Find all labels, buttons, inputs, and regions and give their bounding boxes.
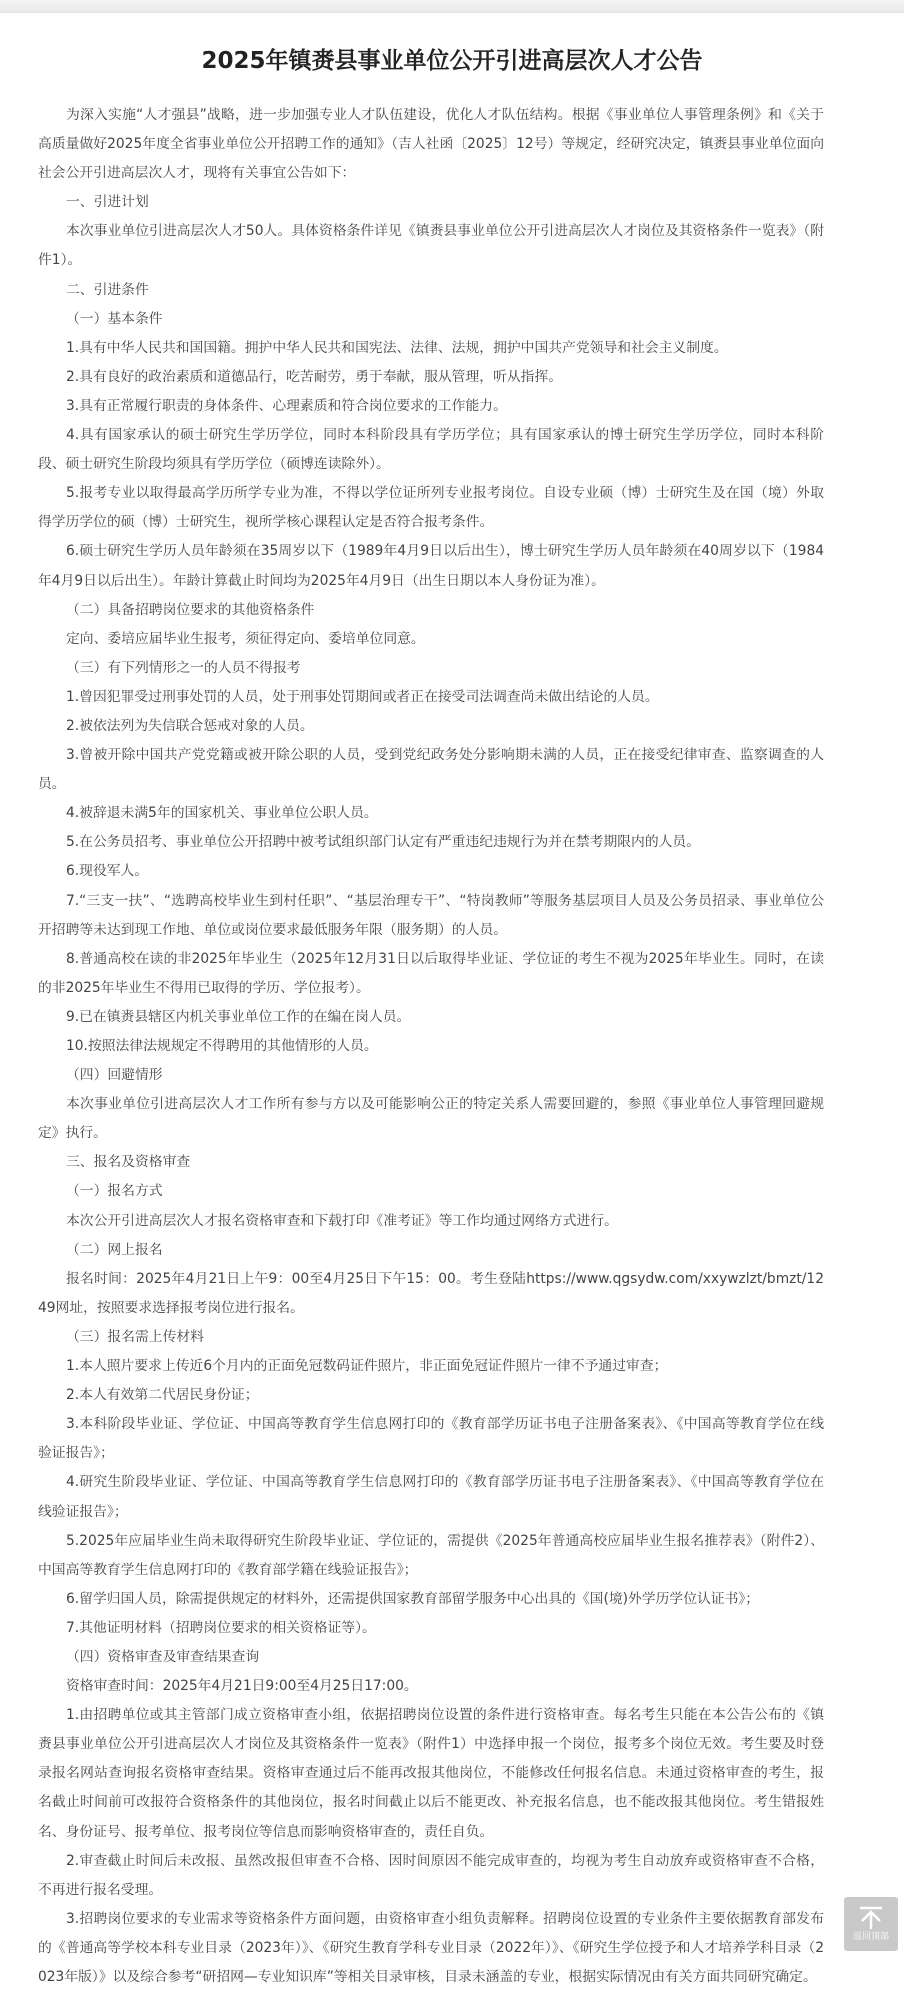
article-paragraph: 8.普通高校在读的非2025年毕业生（2025年12月31日以后取得毕业证、学位证的考生不视为2025年毕业生。同时，在读的非2025年毕业生不得用已取得的学历、学位报考）。: [38, 950, 824, 996]
article-paragraph: 3.曾被开除中国共产党党籍或被开除公职的人员，受到党纪政务处分影响期未满的人员，正在接受纪律审查、监察调查的人员。: [38, 747, 824, 793]
article-paragraph: 7.其他证明材料（招聘岗位要求的相关资格证等）。: [66, 1619, 376, 1636]
article-paragraph: 2.被依法列为失信联合惩戒对象的人员。: [66, 717, 314, 734]
article-paragraph: 1.具有中华人民共和国国籍。拥护中华人民共和国宪法、法律、法规，拥护中国共产党领导和社会主义制度。: [66, 339, 728, 356]
article-paragraph: （二）具备招聘岗位要求的其他资格条件: [66, 601, 315, 618]
article-paragraph: 4.研究生阶段毕业证、学位证、中国高等教育学生信息网打印的《教育部学历证书电子注册备案表》、《中国高等教育学位在线验证报告》；: [38, 1474, 824, 1520]
article-paragraph: 1.本人照片要求上传近6个月内的正面免冠数码证件照片，非正面免冠证件照片一律不予通过审查；: [66, 1358, 668, 1375]
article-paragraph: （四）回避情形: [66, 1067, 163, 1084]
article-paragraph: （一）报名方式: [66, 1183, 163, 1200]
article-paragraph: 资格审查时间：2025年4月21日9:00至4月25日17:00。: [66, 1678, 418, 1695]
article-paragraph: 一、引进计划: [66, 194, 149, 211]
article-paragraph: 3.本科阶段毕业证、学位证、中国高等教育学生信息网打印的《教育部学历证书电子注册备案表》、《中国高等教育学位在线验证报告》；: [38, 1416, 824, 1462]
article-paragraph: 3.招聘岗位要求的专业需求等资格条件方面问题，由资格审查小组负责解释。招聘岗位设置的专业条件主要依据教育部发布的《普通高等学校本科专业目录（2023年）》、《研究生教育学科专业目录（2022年）》、《研究生学位授予和人才培养学科目录（2023年版）》以及综合参考“研招网—专业知识库”等相关目录审核，目录未涵盖的专业，根据实际情况由有关方面共同研究确定。: [38, 1910, 824, 1985]
article-paragraph: 10.按照法律法规规定不得聘用的其他情形的人员。: [66, 1038, 378, 1054]
article-paragraph: 1.曾因犯罪受过刑事处罚的人员，处于刑事处罚期间或者正在接受司法调查尚未做出结论的人员。: [66, 688, 659, 705]
article-paragraph: 本次事业单位引进高层次人才工作所有参与方以及可能影响公正的特定关系人需要回避的，参照《事业单位人事管理回避规定》执行。: [38, 1096, 824, 1142]
page-title: 2025年镇赉县事业单位公开引进高层次人才公告: [201, 48, 703, 75]
arrow-up-icon: [858, 1906, 884, 1930]
article-paragraph: 4.被辞退未满5年的国家机关、事业单位公职人员。: [66, 805, 378, 822]
back-to-top-label: 返回顶部: [852, 1931, 889, 1942]
article-paragraph: 5.2025年应届毕业生尚未取得研究生阶段毕业证、学位证的，需提供《2025年普通高校应届毕业生报名推荐表》（附件2）、中国高等教育学生信息网打印的《教育部学籍在线验证报告》；: [38, 1532, 824, 1578]
article-paragraph: 报名时间：2025年4月21日上午9：00至4月25日下午15：00。考生登陆https://www.qgsydw.com/xxywzlzt/bmzt/1249网址，按照要求选择报考岗位进行报名。: [38, 1270, 824, 1316]
article-paragraph: 本次公开引进高层次人才报名资格审查和下载打印《准考证》等工作均通过网络方式进行。: [66, 1212, 618, 1229]
article-body: [38, 101, 824, 1992]
article-paragraph: （三）报名需上传材料: [66, 1328, 204, 1345]
article-paragraph: 6.留学归国人员，除需提供规定的材料外，还需提供国家教育部留学服务中心出具的《国(境)外学历学位认证书》；: [66, 1590, 760, 1607]
article-paragraph: 2.审查截止时间后未改报、虽然改报但审查不合格、因时间原因不能完成审查的，均视为考生自动放弃或资格审查不合格，不再进行报名受理。: [38, 1852, 824, 1898]
article-paragraph: 1.由招聘单位或其主管部门成立资格审查小组，依据招聘岗位设置的条件进行资格审查。每名考生只能在本公告公布的《镇赉县事业单位公开引进高层次人才岗位及其资格条件一览表》（附件1）中选择申报一个岗位，报考多个岗位无效。考生要及时登录报名网站查询报名资格审查结果。资格审查通过后不能再改报其他岗位，不能修改任何报名信息。未通过资格审查的考生，报名截止时间前可改报符合资格条件的其他岗位，报名时间截止以后不能更改、补充报名信息，也不能改报其他岗位。考生错报姓名、身份证号、报考单位、报考岗位等信息而影响资格审查的，责任自负。: [38, 1707, 824, 1840]
article-paragraph: 二、引进条件: [66, 281, 149, 298]
article-paragraph: （四）资格审查及审查结果查询: [66, 1648, 260, 1665]
article-paragraph: 7.“三支一扶”、“选聘高校毕业生到村任职”、“基层治理专干”、“特岗教师”等服务基层项目人员及公务员招录、事业单位公开招聘等未达到现工作地、单位或岗位要求最低服务年限（服务期）的人员。: [38, 892, 824, 938]
back-to-top-button[interactable]: [844, 1897, 898, 1951]
article-paragraph: 9.已在镇赉县辖区内机关事业单位工作的在编在岗人员。: [66, 1008, 411, 1025]
article-paragraph: 5.在公务员招考、事业单位公开招聘中被考试组织部门认定有严重违纪违规行为并在禁考期限内的人员。: [66, 834, 701, 851]
top-browser-strip: [0, 0, 904, 13]
article-paragraph: （三）有下列情形之一的人员不得报考: [66, 659, 301, 676]
article-paragraph: 为深入实施“人才强县”战略，进一步加强专业人才队伍建设，优化人才队伍结构。根据《事业单位人事管理条例》和《关于高质量做好2025年度全省事业单位公开招聘工作的通知》（吉人社函〔2025〕12号）等规定，经研究决定，镇赉县事业单位面向社会公开引进高层次人才，现将有关事宜公告如下：: [38, 107, 824, 182]
article-paragraph: 5.报考专业以取得最高学历所学专业为准，不得以学位证所列专业报考岗位。自设专业硕（博）士研究生及在国（境）外取得学历学位的硕（博）士研究生，视所学核心课程认定是否符合报考条件。: [38, 485, 824, 531]
article-paragraph: 本次事业单位引进高层次人才50人。具体资格条件详见《镇赉县事业单位公开引进高层次人才岗位及其资格条件一览表》（附件1）。: [38, 223, 824, 269]
article-paragraph: 6.现役军人。: [66, 863, 149, 880]
article-paragraph: 定向、委培应届毕业生报考，须征得定向、委培单位同意。: [66, 630, 425, 647]
article-paragraph: 2.本人有效第二代居民身份证；: [66, 1387, 259, 1404]
article-paragraph: 2.具有良好的政治素质和道德品行，吃苦耐劳，勇于奉献，服从管理，听从指挥。: [66, 368, 563, 385]
article-paragraph: （一）基本条件: [66, 310, 163, 327]
article-paragraph: 3.具有正常履行职责的身体条件、心理素质和符合岗位要求的工作能力。: [66, 397, 507, 414]
article-paragraph: 6.硕士研究生学历人员年龄须在35周岁以下（1989年4月9日以后出生），博士研究生学历人员年龄须在40周岁以下（1984年4月9日以后出生）。年龄计算截止时间均为2025年4月9日（出生日期以本人身份证为准）。: [38, 543, 824, 589]
article-paragraph: （二）网上报名: [66, 1241, 163, 1258]
article-paragraph: 三、报名及资格审查: [66, 1154, 191, 1171]
article-paragraph: 4.具有国家承认的硕士研究生学历学位，同时本科阶段具有学历学位；具有国家承认的博士研究生学历学位，同时本科阶段、硕士研究生阶段均须具有学历学位（硕博连读除外）。: [38, 427, 824, 473]
